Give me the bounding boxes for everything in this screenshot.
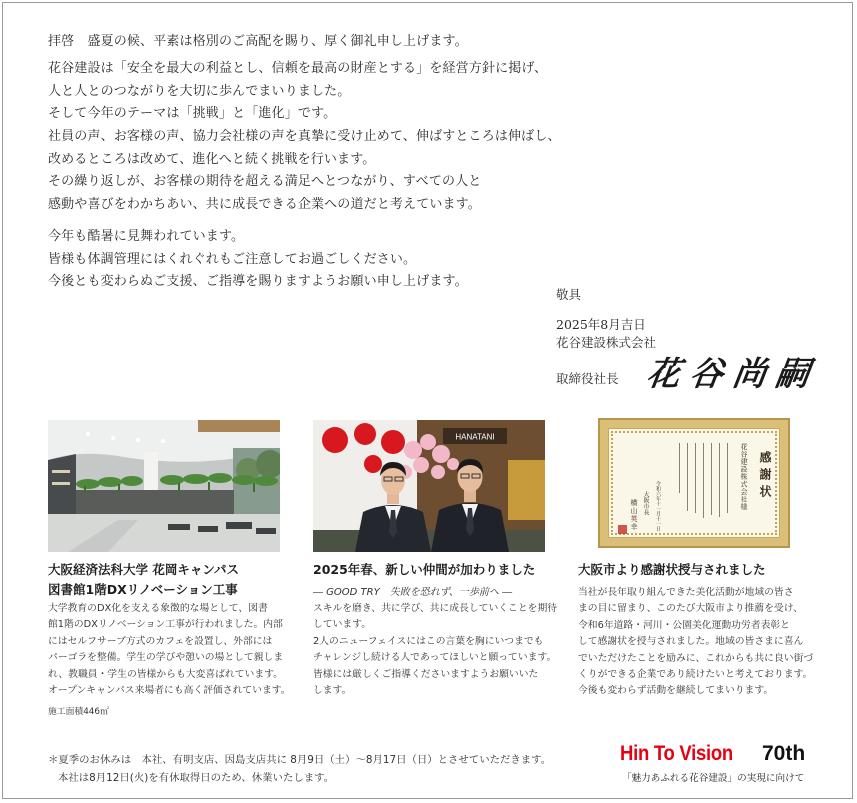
letter-paragraph-2 (48, 226, 468, 294)
article-title-line: 2025年春、新しい仲間が加わりました (313, 562, 536, 577)
certificate-issuer-name: 横山英幸 (630, 499, 638, 531)
article-3-body (578, 585, 813, 700)
article-1-title (48, 560, 239, 600)
certificate-paper (608, 428, 780, 538)
vision-logo-brand: Hin To Vision (620, 742, 733, 765)
certificate-seal (618, 525, 627, 534)
article-body-line: 当社が長年取り組んできた美化活動が地域の皆さ (578, 587, 794, 598)
bookshelves (76, 490, 234, 514)
new-employees-photo (313, 420, 545, 552)
paragraph-line: 今年も酷暑に見舞われています。 (48, 229, 245, 244)
article-body-line: パーゴラを整備。学生の学びや憩いの場として親しま (48, 652, 284, 664)
certificate-photo (598, 418, 790, 548)
certificate-title: 感謝状 (758, 451, 772, 502)
paragraph-line: 花谷建設は「安全を最大の利益とし、信頼を最高の財産とする」を経営方針に掲げ、 (48, 61, 548, 76)
article-body-line: 2人のニューフェイスにはこの言葉を胸にいつまでも (313, 635, 544, 647)
holiday-notice-line: 本社は8月12日(火)を有休取得日のため、休業いたします。 (58, 772, 335, 784)
article-title-line: 図書館1階DXリノベーション工事 (48, 582, 238, 597)
letter-paragraph-1 (48, 58, 561, 217)
article-2-title (313, 560, 535, 580)
article-body-line: にはセルフサーブ方式のカフェを設置し、外部には (48, 635, 273, 647)
article-title-line: 大阪経済法科大学 花岡キャンパス (48, 562, 239, 577)
paragraph-line: 今後とも変わらぬご支援、ご指導を賜りますようお願い申し上げます。 (48, 274, 468, 290)
signer-position: 取締役社長 (556, 371, 619, 386)
closing-word: 敬具 (556, 287, 582, 302)
library-photo (48, 420, 280, 552)
paragraph-line: 社員の声、お客様の声、協力会社様の声を真摯に受け止めて、伸ばすところは伸ばし、 (48, 129, 561, 145)
vision-logo-anniversary: 70th (762, 742, 806, 765)
paragraph-line: そして今年のテーマは「挑戦」と「進化」です。 (48, 106, 337, 122)
article-1-body (48, 601, 291, 699)
article-title-line: 大阪市より感謝状授与されました (578, 562, 766, 577)
article-body-line: くりができる企業であり続けたいと考えております。 (578, 668, 813, 680)
article-body-line: スキルを磨き、共に学び、共に成長していくことを期待 (313, 603, 558, 614)
article-body-line: します。 (313, 684, 352, 696)
article-2-body (313, 601, 557, 699)
paragraph-line: 人と人とのつながりを大切に歩んでまいりました。 (48, 83, 351, 99)
article-body-line: れ、教職員・学生の皆様からも大変喜ばれています。 (48, 668, 283, 680)
article-body-line: 令和6年道路・河川・公園美化運動功労者表彰と (578, 619, 790, 631)
paragraph-line: 改めるところは改めて、進化へと続く挑戦を行います。 (48, 151, 376, 167)
article-body-line: オープンキャンパス来場者にも高く評価されています。 (48, 684, 291, 696)
paragraph-line: 皆様も体調管理にはくれぐれもご注意してお過ごしください。 (48, 251, 417, 267)
company-name: 花谷建設株式会社 (556, 335, 657, 350)
president-signature: 花谷尚嗣 (644, 354, 822, 393)
letter-opening (48, 31, 468, 54)
article-body-line: 館1階のDXリノベーション工事が行われました。内部 (48, 619, 283, 631)
certificate-date: 令和六年十一月十一日 (655, 481, 661, 531)
opening-line: 拝啓 盛夏の候、平素は格別のご高配を賜り、厚く御礼申し上げます。 (48, 34, 468, 49)
holiday-notice (48, 751, 551, 787)
article-body-line: 皆様には厳しくご指導くださいますようお願いいた (313, 668, 539, 680)
article-body-line: しています。 (313, 619, 371, 631)
article-body-line: 今後も変わらず活動を継続してまいります。 (578, 685, 774, 697)
article-body-line: 大学教育のDX化を支える象徴的な場として、図書 (48, 603, 268, 614)
hanatani-sign-text: HANATANI (455, 432, 495, 442)
paragraph-line: その繰り返しが、お客様の期待を超える満足へとつながり、すべての人と (48, 174, 482, 190)
wood-ceiling (198, 420, 280, 432)
article-body-line: まの目に留まり、このたび大阪市より推薦を受け、 (578, 603, 803, 615)
certificate-recipient: 花谷建設株式会社様 (740, 443, 748, 511)
article-2-subtitle: ― GOOD TRY 失敗を恐れず、一歩前へ ― (313, 587, 513, 598)
article-body-line: チャレンジし続ける人であってほしいと願っています。 (313, 652, 557, 664)
construction-area-note: 施工面積446㎡ (48, 707, 109, 717)
vision-logo-tagline: 「魅力あふれる花谷建設」の実現に向けて (622, 773, 805, 784)
letter-date: 2025年8月吉日 (556, 317, 646, 332)
article-3-title (578, 560, 766, 580)
article-body-line: でいただけたことを励みに、これからも共に良い街づ (578, 652, 814, 664)
article-body-line: して感謝状を授与されました。地域の皆さまに喜ん (578, 636, 804, 648)
certificate-issuer-title: 大阪市長 (642, 491, 649, 515)
gold-panel (508, 460, 545, 520)
paragraph-line: 感動や喜びをわかちあい、共に成長できる企業への道だと考えています。 (48, 197, 481, 213)
holiday-notice-line: ＊夏季のお休みは 本社、有明支店、因島支店共に 8月9日（土）～8月17日（日）とさせていただきます。 (48, 754, 552, 766)
